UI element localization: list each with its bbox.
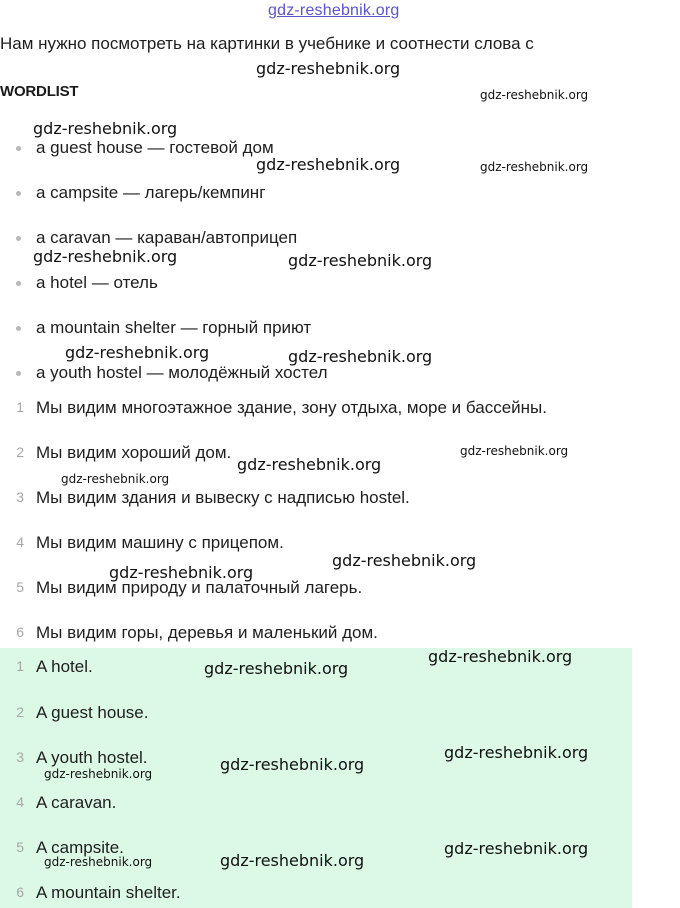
watermark: gdz-reshebnik.org: [237, 455, 382, 474]
watermark: gdz-reshebnik.org: [256, 59, 401, 78]
answer-text: A caravan.: [36, 793, 117, 812]
item-number: 3: [16, 749, 24, 765]
answer-text: A hotel.: [36, 657, 93, 676]
wordlist-item: [0, 271, 640, 295]
bullet-icon: [16, 146, 21, 151]
description-text: Мы видим природу и палаточный лагерь.: [36, 578, 363, 597]
wordlist-item-text: a hotel — отель: [36, 273, 158, 292]
item-number: 2: [16, 444, 24, 460]
watermark: gdz-reshebnik.org: [444, 839, 589, 858]
watermark: gdz-reshebnik.org: [332, 551, 477, 570]
description-item: [0, 486, 640, 510]
bullet-icon: [16, 371, 21, 376]
wordlist-item-text: a caravan — караван/автоприцеп: [36, 228, 298, 247]
watermark: gdz-reshebnik.org: [44, 855, 153, 869]
watermark: gdz-reshebnik.org: [460, 444, 569, 458]
site-link[interactable]: gdz-reshebnik.org: [268, 2, 400, 19]
item-number: 3: [16, 489, 24, 505]
item-number: 2: [16, 704, 24, 720]
description-item: [0, 531, 640, 555]
watermark: gdz-reshebnik.org: [61, 472, 170, 486]
description-text: Мы видим машину с прицепом.: [36, 533, 284, 552]
bullet-icon: [16, 191, 21, 196]
item-number: 1: [16, 399, 24, 415]
item-number: 5: [16, 579, 24, 595]
watermark: gdz-reshebnik.org: [220, 851, 365, 870]
item-number: 4: [16, 534, 24, 550]
wordlist-heading: WORDLIST: [0, 83, 79, 100]
answer-text: A mountain shelter.: [36, 883, 181, 902]
description-text: Мы видим здания и вывеску с надписью hostel.: [36, 488, 410, 507]
wordlist-item-text: a youth hostel — молодёжный хостел: [36, 363, 328, 382]
description-item: [0, 576, 640, 600]
description-text: Мы видим многоэтажное здание, зону отдыха, море и бассейны.: [36, 398, 547, 417]
wordlist-item: [0, 181, 640, 205]
answer-text: A guest house.: [36, 703, 149, 722]
watermark: gdz-reshebnik.org: [428, 647, 573, 666]
watermark: gdz-reshebnik.org: [109, 563, 254, 582]
watermark: gdz-reshebnik.org: [33, 119, 178, 138]
answer-text: A youth hostel.: [36, 748, 148, 767]
watermark: gdz-reshebnik.org: [65, 343, 210, 362]
watermark: gdz-reshebnik.org: [288, 251, 433, 270]
watermark: gdz-reshebnik.org: [256, 155, 401, 174]
bullet-icon: [16, 236, 21, 241]
answer-text: A campsite.: [36, 838, 124, 857]
intro-text: Нам нужно посмотреть на картинки в учебнике и соотнести слова с: [0, 34, 534, 53]
watermark: gdz-reshebnik.org: [33, 247, 178, 266]
item-number: 6: [16, 624, 24, 640]
answer-item: [0, 701, 640, 725]
item-number: 4: [16, 794, 24, 810]
wordlist-item-text: a campsite — лагерь/кемпинг: [36, 183, 266, 202]
wordlist-item: [0, 316, 640, 340]
wordlist-item-text: a mountain shelter — горный приют: [36, 318, 312, 337]
watermark: gdz-reshebnik.org: [444, 743, 589, 762]
watermark: gdz-reshebnik.org: [204, 659, 349, 678]
watermark: gdz-reshebnik.org: [480, 160, 589, 174]
answer-item: [0, 791, 640, 815]
description-item: [0, 621, 640, 645]
watermark: gdz-reshebnik.org: [220, 755, 365, 774]
item-number: 6: [16, 884, 24, 900]
wordlist-item-text: a guest house — гостевой дом: [36, 138, 274, 157]
watermark: gdz-reshebnik.org: [288, 347, 433, 366]
answer-item: [0, 881, 640, 905]
description-item: [0, 396, 640, 420]
bullet-icon: [16, 281, 21, 286]
watermark: gdz-reshebnik.org: [44, 767, 153, 781]
watermark: gdz-reshebnik.org: [480, 88, 589, 102]
bullet-icon: [16, 326, 21, 331]
description-text: Мы видим горы, деревья и маленький дом.: [36, 623, 378, 642]
item-number: 1: [16, 658, 24, 674]
description-text: Мы видим хороший дом.: [36, 443, 232, 462]
item-number: 5: [16, 839, 24, 855]
